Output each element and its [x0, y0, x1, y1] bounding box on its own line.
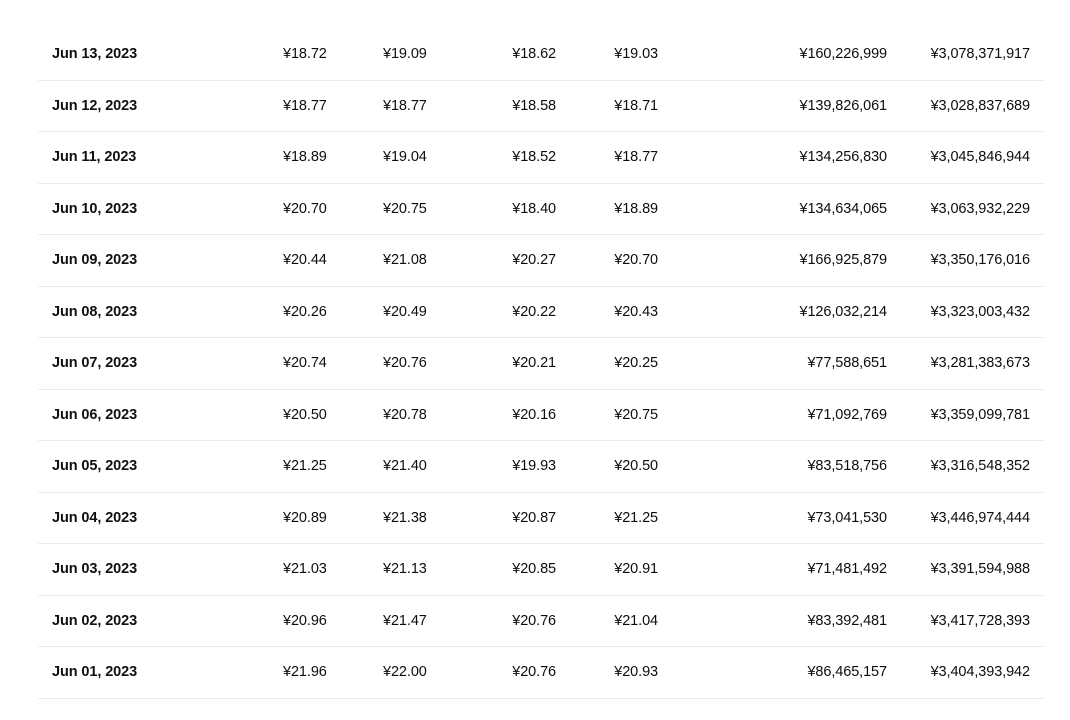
date-cell: Jun 07, 2023	[52, 355, 138, 372]
volume-cell: ¥86,465,157	[807, 664, 887, 681]
high-cell: ¥20.76	[383, 355, 427, 372]
high-cell: ¥20.49	[383, 303, 427, 320]
volume-cell: ¥73,041,530	[807, 509, 887, 526]
high-cell: ¥19.04	[383, 149, 427, 166]
date-cell: Jun 08, 2023	[52, 303, 138, 320]
high-cell: ¥21.08	[383, 252, 427, 269]
market-cap-cell: ¥3,446,974,444	[930, 509, 1030, 526]
market-cap-cell: ¥3,028,837,689	[930, 97, 1030, 114]
close-cell: ¥20.50	[614, 458, 658, 475]
table-row	[38, 287, 1044, 339]
market-cap-cell: ¥3,350,176,016	[930, 252, 1030, 269]
open-cell: ¥21.03	[283, 561, 327, 578]
open-cell: ¥20.50	[283, 406, 327, 423]
close-cell: ¥18.77	[614, 149, 658, 166]
low-cell: ¥18.52	[512, 149, 556, 166]
close-cell: ¥18.71	[614, 97, 658, 114]
high-cell: ¥19.09	[383, 46, 427, 63]
high-cell: ¥20.75	[383, 200, 427, 217]
open-cell: ¥18.72	[283, 46, 327, 63]
high-cell: ¥20.78	[383, 406, 427, 423]
price-history-table	[38, 29, 1044, 699]
table-row	[38, 29, 1044, 81]
open-cell: ¥20.89	[283, 509, 327, 526]
table-row	[38, 132, 1044, 184]
low-cell: ¥20.27	[512, 252, 556, 269]
high-cell: ¥22.00	[383, 664, 427, 681]
table-row	[38, 184, 1044, 236]
market-cap-cell: ¥3,404,393,942	[930, 664, 1030, 681]
volume-cell: ¥166,925,879	[799, 252, 887, 269]
market-cap-cell: ¥3,359,099,781	[930, 406, 1030, 423]
date-cell: Jun 09, 2023	[52, 252, 138, 269]
close-cell: ¥21.04	[614, 612, 658, 629]
table-row	[38, 544, 1044, 596]
close-cell: ¥21.25	[614, 509, 658, 526]
open-cell: ¥20.96	[283, 612, 327, 629]
low-cell: ¥18.62	[512, 46, 556, 63]
close-cell: ¥18.89	[614, 200, 658, 217]
high-cell: ¥21.40	[383, 458, 427, 475]
date-cell: Jun 04, 2023	[52, 509, 138, 526]
low-cell: ¥20.76	[512, 612, 556, 629]
low-cell: ¥20.16	[512, 406, 556, 423]
close-cell: ¥19.03	[614, 46, 658, 63]
volume-cell: ¥83,518,756	[807, 458, 887, 475]
close-cell: ¥20.25	[614, 355, 658, 372]
volume-cell: ¥77,588,651	[807, 355, 887, 372]
volume-cell: ¥134,256,830	[799, 149, 887, 166]
table-row	[38, 441, 1044, 493]
table-row	[38, 81, 1044, 133]
date-cell: Jun 12, 2023	[52, 97, 138, 114]
low-cell: ¥20.87	[512, 509, 556, 526]
market-cap-cell: ¥3,391,594,988	[930, 561, 1030, 578]
low-cell: ¥20.21	[512, 355, 556, 372]
high-cell: ¥21.13	[383, 561, 427, 578]
low-cell: ¥18.40	[512, 200, 556, 217]
date-cell: Jun 13, 2023	[52, 46, 138, 63]
date-cell: Jun 03, 2023	[52, 561, 138, 578]
low-cell: ¥18.58	[512, 97, 556, 114]
low-cell: ¥20.85	[512, 561, 556, 578]
open-cell: ¥18.89	[283, 149, 327, 166]
market-cap-cell: ¥3,078,371,917	[930, 46, 1030, 63]
close-cell: ¥20.93	[614, 664, 658, 681]
date-cell: Jun 11, 2023	[52, 149, 137, 166]
market-cap-cell: ¥3,323,003,432	[930, 303, 1030, 320]
date-cell: Jun 10, 2023	[52, 200, 138, 217]
volume-cell: ¥71,092,769	[807, 406, 887, 423]
table-row	[38, 493, 1044, 545]
market-cap-cell: ¥3,045,846,944	[930, 149, 1030, 166]
volume-cell: ¥139,826,061	[799, 97, 887, 114]
close-cell: ¥20.43	[614, 303, 658, 320]
market-cap-cell: ¥3,281,383,673	[930, 355, 1030, 372]
high-cell: ¥18.77	[383, 97, 427, 114]
market-cap-cell: ¥3,316,548,352	[930, 458, 1030, 475]
table-row	[38, 235, 1044, 287]
date-cell: Jun 06, 2023	[52, 406, 138, 423]
table-row	[38, 338, 1044, 390]
volume-cell: ¥134,634,065	[799, 200, 887, 217]
close-cell: ¥20.75	[614, 406, 658, 423]
open-cell: ¥20.44	[283, 252, 327, 269]
close-cell: ¥20.91	[614, 561, 658, 578]
low-cell: ¥20.76	[512, 664, 556, 681]
close-cell: ¥20.70	[614, 252, 658, 269]
open-cell: ¥21.25	[283, 458, 327, 475]
open-cell: ¥20.74	[283, 355, 327, 372]
market-cap-cell: ¥3,417,728,393	[930, 612, 1030, 629]
date-cell: Jun 05, 2023	[52, 458, 138, 475]
volume-cell: ¥160,226,999	[799, 46, 887, 63]
open-cell: ¥20.70	[283, 200, 327, 217]
date-cell: Jun 01, 2023	[52, 664, 138, 681]
low-cell: ¥19.93	[512, 458, 556, 475]
high-cell: ¥21.38	[383, 509, 427, 526]
open-cell: ¥18.77	[283, 97, 327, 114]
market-cap-cell: ¥3,063,932,229	[930, 200, 1030, 217]
open-cell: ¥21.96	[283, 664, 327, 681]
table-row	[38, 596, 1044, 648]
open-cell: ¥20.26	[283, 303, 327, 320]
date-cell: Jun 02, 2023	[52, 612, 138, 629]
table-row	[38, 647, 1044, 699]
volume-cell: ¥126,032,214	[799, 303, 887, 320]
high-cell: ¥21.47	[383, 612, 427, 629]
volume-cell: ¥71,481,492	[807, 561, 887, 578]
table-row	[38, 390, 1044, 442]
volume-cell: ¥83,392,481	[807, 612, 887, 629]
low-cell: ¥20.22	[512, 303, 556, 320]
